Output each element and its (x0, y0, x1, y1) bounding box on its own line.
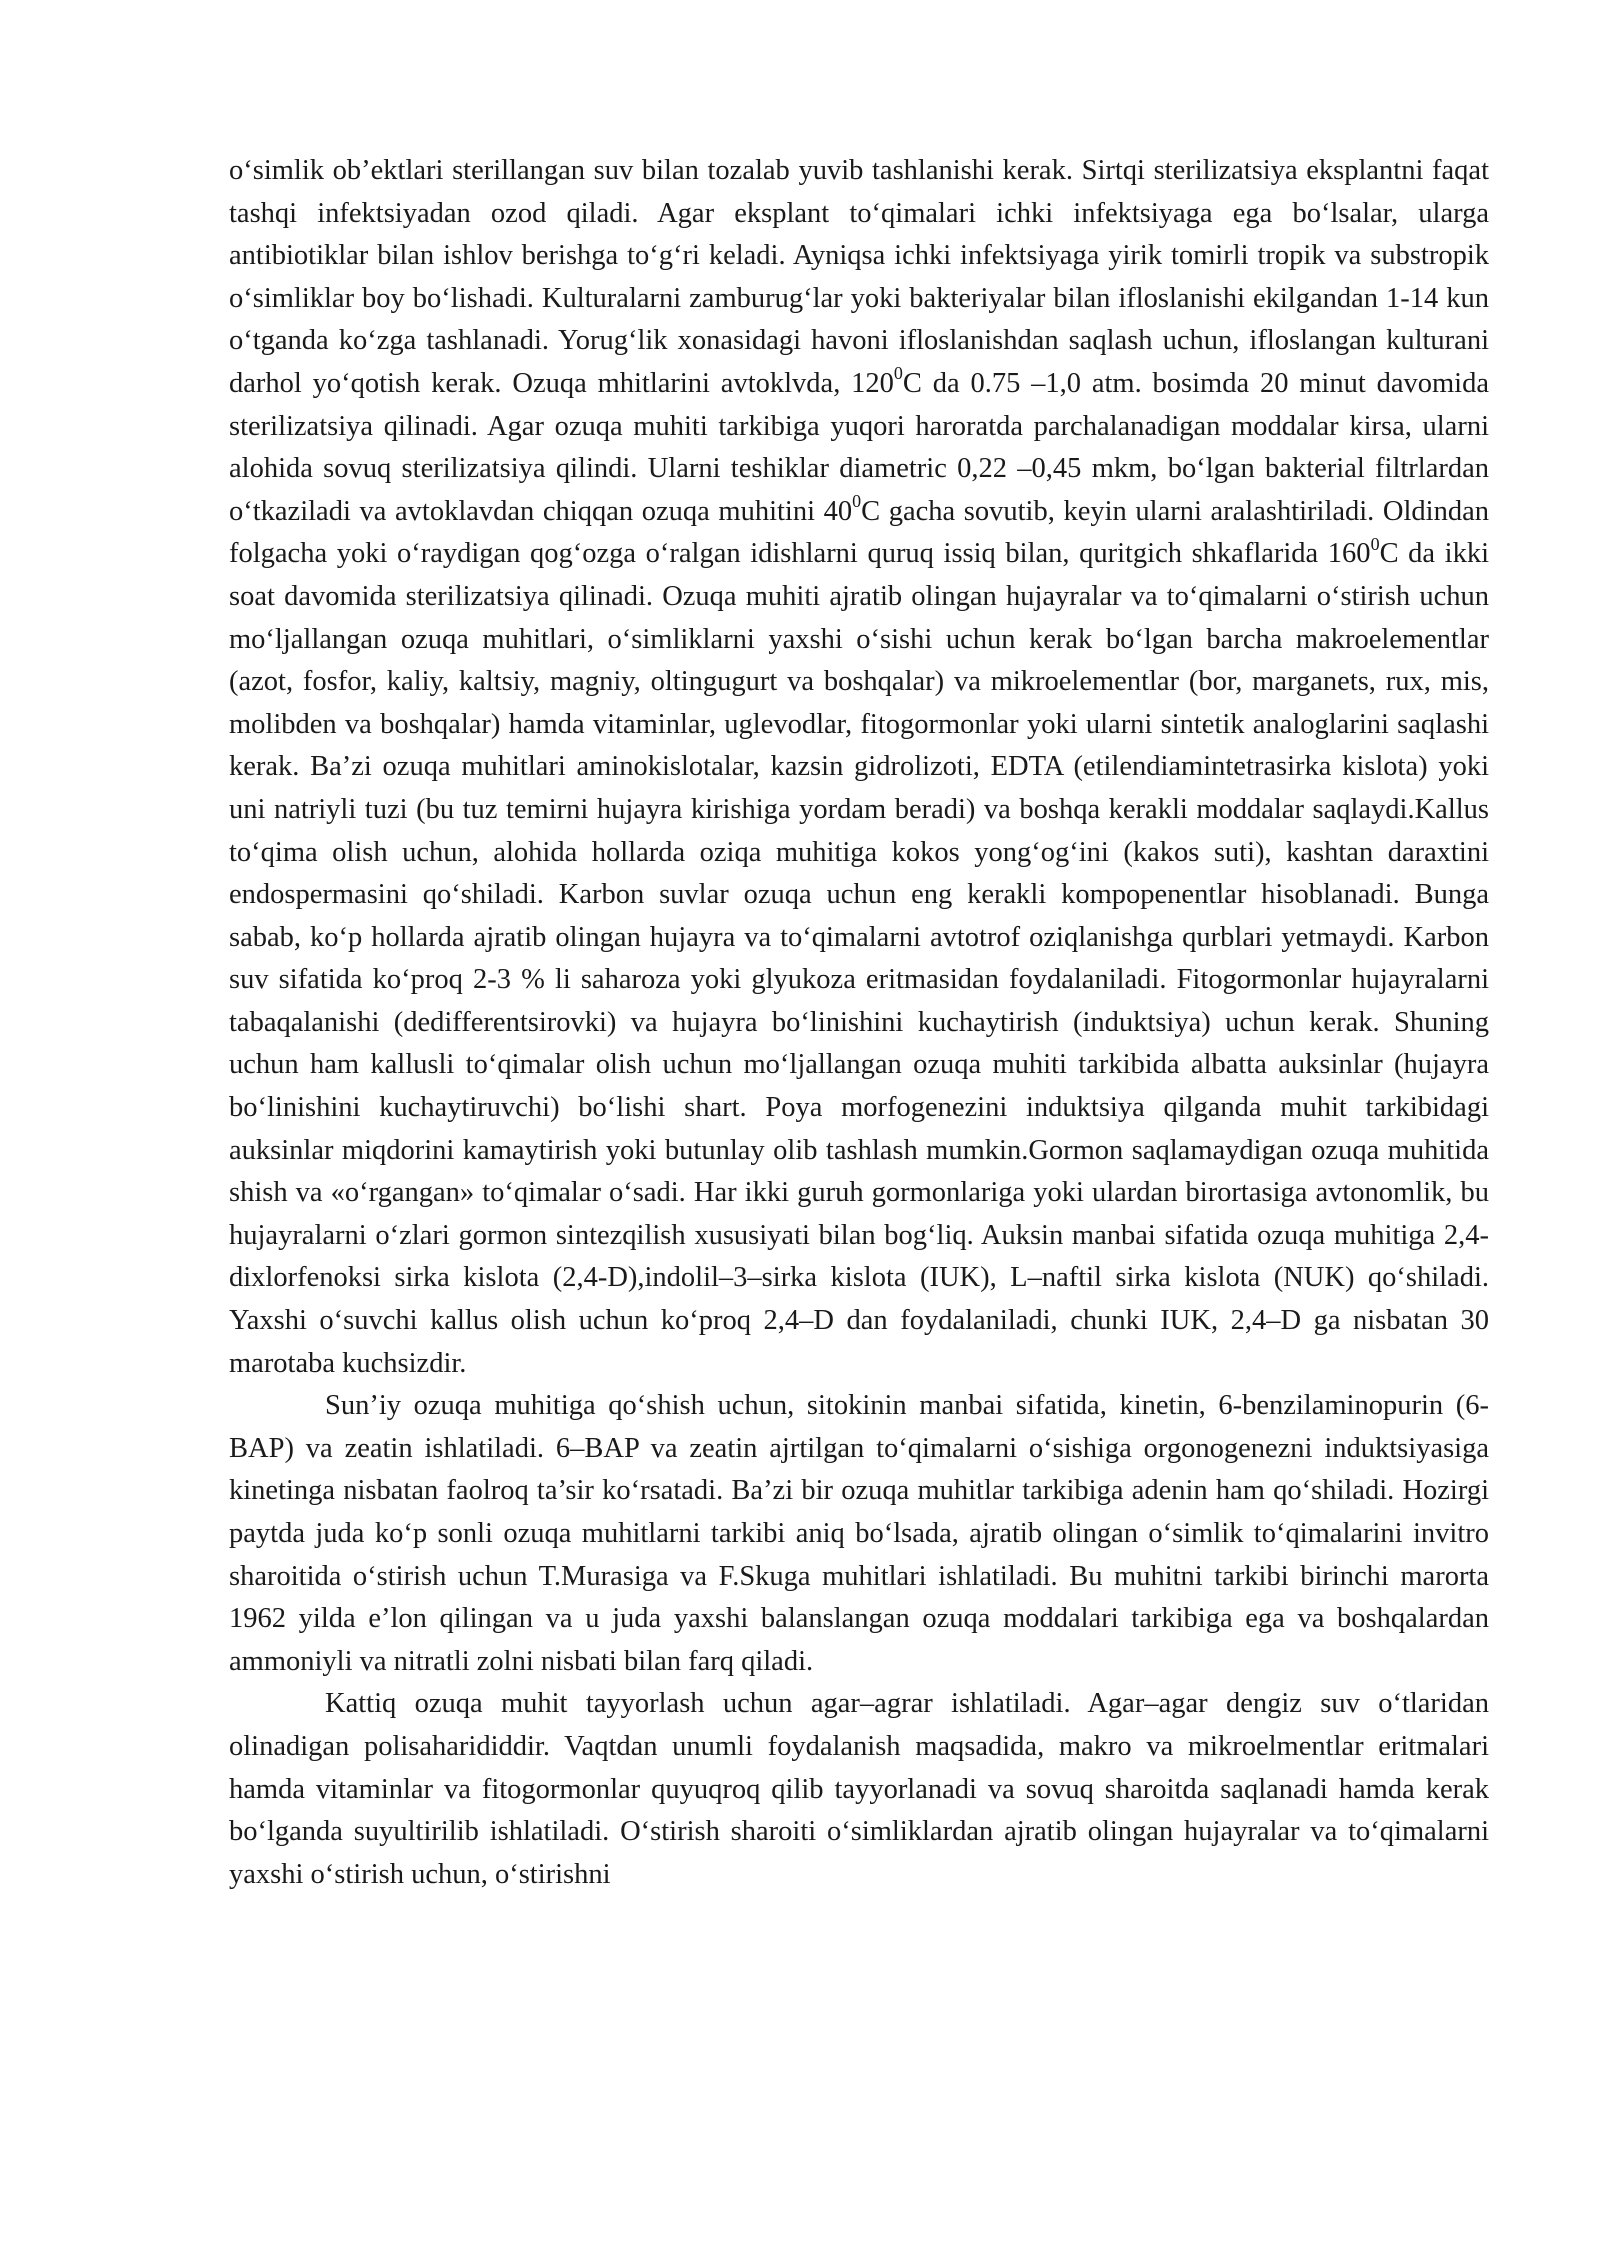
text-segment: C da 0.75 –1,0 atm. bosimda 20 minut davomida sterilizatsiya qilinadi. Agar ozuqa muhiti tarkibiga yuqori haroratda parchalanadigan moddalar kirsa, ularni alohida sovuq sterilizatsiya qilindi. Ularni teshiklar diametric 0,22 –0,45 mkm, bo‘lgan bakterial filtrlardan o‘tkaziladi va avtoklavdan chiqqan ozuqa muhitini 40 (229, 367, 1489, 527)
superscript: 0 (893, 363, 903, 384)
superscript: 0 (1370, 533, 1380, 554)
superscript: 0 (852, 491, 862, 512)
text-segment: C gacha sovutib, keyin ularni aralashtiriladi. Oldindan folgacha yoki o‘raydigan qog‘ozga o‘ralgan idishlarni quruq issiq bilan, quritgich shkaflarida 160 (229, 495, 1489, 570)
document-page (229, 150, 1489, 1896)
text-segment: o‘simlik ob’ektlari sterillangan suv bilan tozalab yuvib tashlanishi kerak. Sirtqi sterilizatsiya eksplantni faqat tashqi infektsiyadan ozod qiladi. Agar eksplant to‘qimalari ichki infektsiyaga ega bo‘lsalar, ularga antibiotiklar bilan ishlov berishga to‘g‘ri keladi. Ayniqsa ichki infektsiyaga yirik tomirli tropik va substropik o‘simliklar boy bo‘lishadi. Kulturalarni zamburug‘lar yoki bakteriyalar bilan ifloslanishi ekilgandan 1-14 kun o‘tganda ko‘zga tashlanadi. Yorug‘lik xonasidagi havoni ifloslanishdan saqlash uchun, ifloslangan kulturani darhol yo‘qotish kerak. Ozuqa mhitlarini avtoklvda, 120 (229, 155, 1489, 399)
paragraph-2 (229, 1385, 1489, 1683)
text-segment: Kattiq ozuqa muhit tayyorlash uchun agar–agrar ishlatiladi. Agar–agar dengiz suv o‘tlaridan olinadigan polisaharididdir. Vaqtdan unumli foydalanish maqsadida, makro va mikroelmentlar eritmalari hamda vitaminlar va fitogormonlar quyuqroq qilib tayyorlanadi va sovuq sharoitda saqlanadi hamda kerak bo‘lganda suyultirilib ishlatiladi. O‘stirish sharoiti o‘simliklardan ajratib olingan hujayralar va to‘qimalarni yaxshi o‘stirish uchun, o‘stirishni (229, 1688, 1489, 1890)
text-segment: Sun’iy ozuqa muhitiga qo‘shish uchun, sitokinin manbai sifatida, kinetin, 6-benzilaminopurin (6-BAP) va zeatin ishlatiladi. 6–BAP va zeatin ajrtilgan to‘qimalarni o‘sishiga orgonogenezni induktsiyasiga kinetinga nisbatan faolroq ta’sir ko‘rsatadi. Ba’zi bir ozuqa muhitlar tarkibiga adenin ham qo‘shiladi. Hozirgi paytda juda ko‘p sonli ozuqa muhitlarni tarkibi aniq bo‘lsada, ajratib olingan o‘simlik to‘qimalarini invitro sharoitida o‘stirish uchun T.Murasiga va F.Skuga muhitlari ishlatiladi. Bu muhitni tarkibi birinchi marorta 1962 yilda e’lon qilingan va u juda yaxshi balanslangan ozuqa moddalari tarkibiga ega va boshqalardan ammoniyli va nitratli zolni nisbati bilan farq qiladi. (229, 1390, 1489, 1677)
paragraph-1 (229, 150, 1489, 1385)
text-segment: C da ikki soat davomida sterilizatsiya qilinadi. Ozuqa muhiti ajratib olingan hujayralar va to‘qimalarni o‘stirish uchun mo‘ljallangan ozuqa muhitlari, o‘simliklarni yaxshi o‘sishi uchun kerak bo‘lgan barcha makroelementlar (azot, fosfor, kaliy, kaltsiy, magniy, oltingugurt va boshqalar) va mikroelementlar (bor, marganets, rux, mis, molibden va boshqalar) hamda vitaminlar, uglevodlar, fitogormonlar yoki ularni sintetik analoglarini saqlashi kerak. Ba’zi ozuqa muhitlari aminokislotalar, kazsin gidrolizoti, EDTA (etilendiamintetrasirka kislota) yoki uni natriyli tuzi (bu tuz temirni hujayra kirishiga yordam beradi) va boshqa kerakli moddalar saqlaydi.Kallus to‘qima olish uchun, alohida hollarda oziqa muhitiga kokos yong‘og‘ini (kakos suti), kashtan daraxtini endospermasini qo‘shiladi. Karbon suvlar ozuqa uchun eng kerakli kompopenentlar hisoblanadi. Bunga sabab, ko‘p hollarda ajratib olingan hujayra va to‘qimalarni avtotrof oziqlanishga qurblari yetmaydi. Karbon suv sifatida ko‘proq 2-3 % li saharoza yoki glyukoza eritmasidan foydalaniladi. Fitogormonlar hujayralarni tabaqalanishi (dedifferentsirovki) va hujayra bo‘linishini kuchaytirish (induktsiya) uchun kerak. Shuning uchun ham kallusli to‘qimalar olish uchun mo‘ljallangan ozuqa muhiti tarkibida albatta auksinlar (hujayra bo‘linishini kuchaytiruvchi) bo‘lishi shart. Poya morfogenezini induktsiya qilganda muhit tarkibidagi auksinlar miqdorini kamaytirish yoki butunlay olib tashlash mumkin.Gormon saqlamaydigan ozuqa muhitida shish va «o‘rgangan» to‘qimalar o‘sadi. Har ikki guruh gormonlariga yoki ulardan birortasiga avtonomlik, bu hujayralarni o‘zlari gormon sintezqilish xususiyati bilan bog‘liq. Auksin manbai sifatida ozuqa muhitiga 2,4-dixlorfenoksi sirka kislota (2,4-D),indolil–3–sirka kislota (IUK), L–naftil sirka kislota (NUK) qo‘shiladi. Yaxshi o‘suvchi kallus olish uchun ko‘proq 2,4–D dan foydalaniladi, chunki IUK, 2,4–D ga nisbatan 30 marotaba kuchsizdir. (229, 538, 1490, 1379)
paragraph-3 (229, 1683, 1489, 1896)
